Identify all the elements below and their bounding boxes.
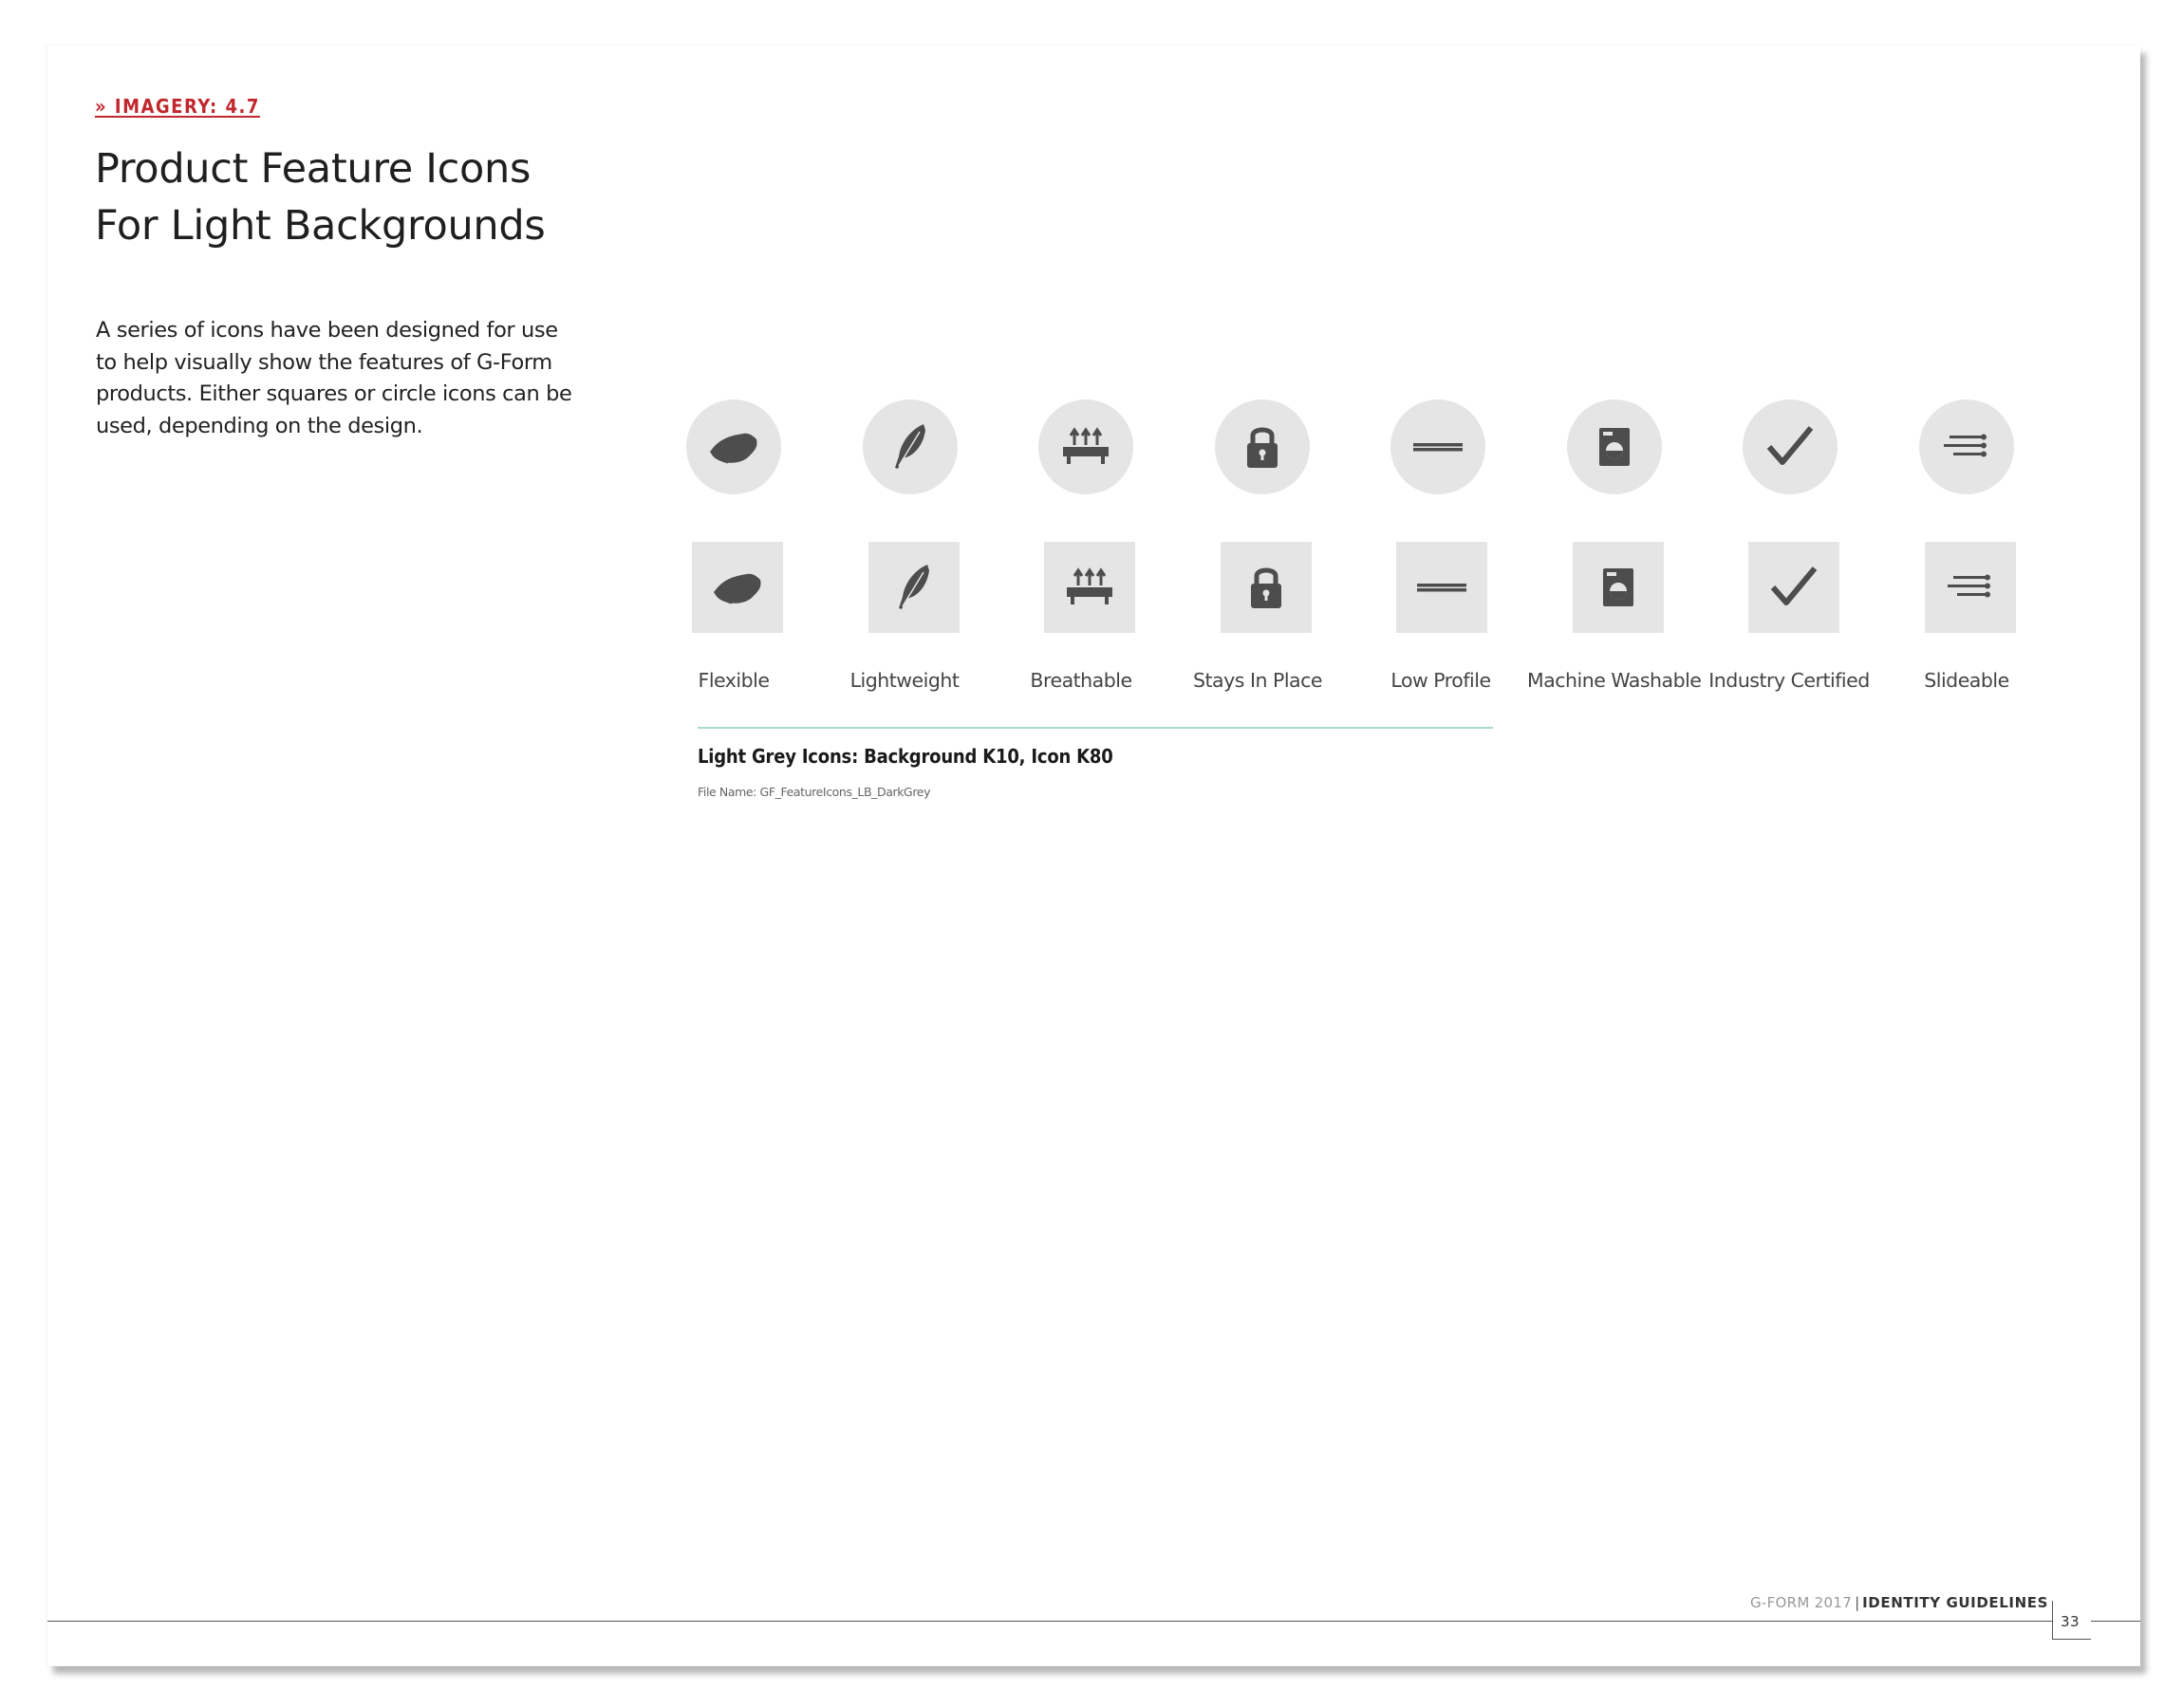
footer-separator: | (1855, 1594, 1860, 1611)
feather-circle-icon (863, 399, 958, 494)
washing-machine-square-icon (1573, 542, 1664, 633)
feature-label: Breathable (1030, 669, 1132, 692)
flexible-circle-icon (686, 399, 781, 494)
feather-square-icon (868, 542, 960, 633)
description-line: used, depending on the design. (96, 413, 423, 438)
page-number: 33 (2061, 1613, 2080, 1630)
description-line: to help visually show the features of G-Form (96, 349, 552, 375)
feature-label: Stays In Place (1193, 669, 1322, 692)
lock-circle-icon (1215, 399, 1310, 494)
breathable-square-icon (1044, 542, 1135, 633)
feature-label: Flexible (698, 669, 770, 692)
slideable-square-icon (1925, 542, 2016, 633)
breathable-circle-icon (1038, 399, 1133, 494)
page-number-box (2052, 1601, 2091, 1640)
caption-divider (698, 727, 1493, 729)
description (96, 315, 599, 442)
low-profile-square-icon (1396, 542, 1487, 633)
checkmark-square-icon (1748, 542, 1839, 633)
footer (1750, 1594, 2048, 1611)
caption-title: Light Grey Icons: Background K10, Icon K80 (698, 745, 1113, 768)
title-line-2: For Light Backgrounds (95, 202, 546, 250)
footer-brand: G-FORM 2017 (1749, 1594, 1853, 1611)
footer-divider (47, 1621, 2140, 1622)
washing-machine-circle-icon (1567, 399, 1662, 494)
feature-label: Slideable (1924, 669, 2009, 692)
lock-square-icon (1221, 542, 1312, 633)
feature-label: Lightweight (849, 669, 960, 692)
page-title (95, 140, 545, 254)
feature-label: Low Profile (1390, 669, 1491, 692)
low-profile-circle-icon (1390, 399, 1485, 494)
file-name: File Name: GF_FeatureIcons_LB_DarkGrey (698, 785, 931, 799)
checkmark-circle-icon (1743, 399, 1838, 494)
footer-guide-title: IDENTITY GUIDELINES (1862, 1594, 2048, 1611)
feature-label: Machine Washable (1527, 669, 1702, 692)
flexible-square-icon (692, 542, 783, 633)
feature-label: Industry Certified (1708, 669, 1870, 692)
page (47, 46, 2140, 1666)
description-line: A series of icons have been designed for use (96, 318, 558, 343)
slideable-circle-icon (1919, 399, 2014, 494)
description-line: products. Either squares or circle icons can be (96, 381, 572, 406)
title-line-1: Product Feature Icons (95, 145, 532, 193)
section-label: » IMAGERY: 4.7 (95, 95, 260, 118)
